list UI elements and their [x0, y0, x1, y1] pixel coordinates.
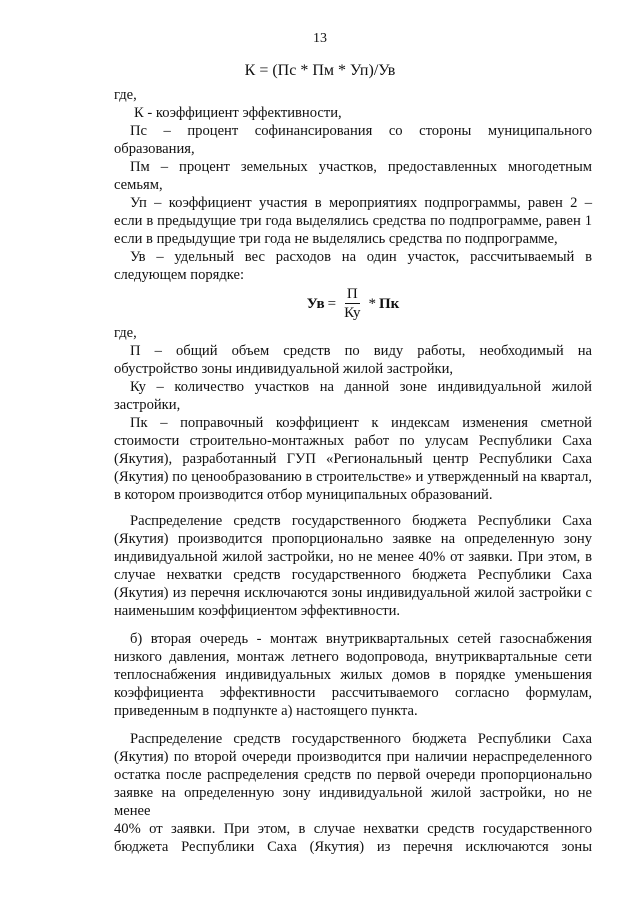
formula-rhs: Пк — [378, 296, 400, 312]
up-definition-line: если в предыдущие три года выделялись средства по подпрограмме, равен 1 — [114, 213, 592, 229]
distribution-paragraph-line: (Якутия) производится пропорционально заявке на определенную зону — [114, 531, 592, 547]
pk-definition-line: (Якутия) по ценообразованию в строительстве» и утвержденный на квартал, — [114, 469, 592, 485]
second-stage-paragraph-line: теплоснабжения индивидуальных жилых домов в порядке уменьшения — [114, 667, 592, 683]
second-distribution-paragraph-line: бюджета Республики Саха (Якутия) из перечня исключаются зоны — [114, 839, 592, 855]
pm-definition-line: семьям, — [114, 177, 163, 193]
unit-weight-formula — [114, 284, 592, 324]
formula-multiply: * — [368, 296, 376, 312]
page-number: 13 — [313, 31, 327, 46]
ku-definition-line: застройки, — [114, 397, 181, 413]
distribution-paragraph-line: наименьшим коэффициентом эффективности. — [114, 603, 401, 619]
second-distribution-paragraph-line: заявке на определенную зону индивидуальной жилой застройки, но не менее — [114, 785, 592, 819]
paragraph-gap — [114, 504, 592, 512]
pk-definition-line: Пк – поправочный коэффициент к индексам изменения сметной — [130, 415, 592, 431]
second-stage-paragraph-line: приведенным в подпункте а) настоящего пункта. — [114, 703, 418, 719]
k-definition: К - коэффициент эффективности, — [134, 105, 342, 121]
fraction-denominator: Ку — [344, 305, 361, 321]
where-label: где, — [114, 325, 137, 341]
up-definition-line: Уп – коэффициент участия в мероприятиях подпрограммы, равен 2 – — [130, 195, 592, 211]
paragraph-gap — [114, 620, 592, 630]
formula-lhs: Ув — [306, 296, 325, 312]
pk-definition-line: (Якутия), разработанный ГУП «Региональный центр Республики Саха — [114, 451, 592, 467]
second-stage-paragraph-line: низкого давления, монтаж летнего водопровода, внутриквартальные сети — [114, 649, 592, 665]
pm-definition-line: Пм – процент земельных участков, предоставленных многодетным — [130, 159, 592, 175]
p-definition-line: П – общий объем средств по виду работы, необходимый на — [130, 343, 592, 359]
document-body — [114, 86, 592, 856]
ps-definition-line: Пс – процент софинансирования со стороны муниципального — [130, 123, 592, 139]
p-definition-line: обустройство зоны индивидуальной жилой застройки, — [114, 361, 454, 377]
uv-definition-line: следующем порядке: — [114, 267, 245, 283]
distribution-paragraph-line: (Якутия) из перечня исключаются зоны индивидуальной жилой застройки с — [114, 585, 592, 601]
formula-fraction — [342, 286, 362, 322]
efficiency-formula: К = (Пс * Пм * Уп)/Ув — [244, 62, 396, 79]
second-distribution-paragraph-line: 40% от заявки. При этом, в случае нехватки средств государственного — [114, 821, 592, 837]
distribution-paragraph-line: индивидуальной жилой застройки, но не менее 40% от заявки. При этом, в — [114, 549, 592, 565]
distribution-paragraph-line: случае нехватки средств государственного бюджета Республики Саха — [114, 567, 592, 583]
where-label: где, — [114, 87, 137, 103]
second-distribution-paragraph-line: Распределение средств государственного бюджета Республики Саха — [130, 731, 592, 747]
second-distribution-paragraph-line: (Якутия) по второй очереди производится при наличии нераспределенного — [114, 749, 592, 765]
paragraph-gap — [114, 720, 592, 730]
ps-definition-line: образования, — [114, 141, 195, 157]
second-stage-paragraph-line: б) вторая очередь - монтаж внутриквартальных сетей газоснабжения — [130, 631, 592, 647]
distribution-paragraph-line: Распределение средств государственного бюджета Республики Саха — [130, 513, 592, 529]
fraction-numerator: П — [346, 286, 358, 302]
uv-definition-line: Ув – удельный вес расходов на один участок, рассчитываемый в — [130, 249, 592, 265]
pk-definition-line: в котором производится отбор муниципальных образований. — [114, 487, 493, 503]
up-definition-line: если в предыдущие три года не выделялись средства по подпрограмме, — [114, 231, 558, 247]
formula-equals: = — [327, 296, 337, 312]
ku-definition-line: Ку – количество участков на данной зоне индивидуальной жилой — [130, 379, 592, 395]
pk-definition-line: стоимости строительно-монтажных работ по улусам Республики Саха — [114, 433, 592, 449]
second-distribution-paragraph-line: остатка после распределения средств по первой очереди пропорционально — [114, 767, 592, 783]
second-stage-paragraph-line: коэффициента эффективности рассчитываемого согласно формулам, — [114, 685, 592, 701]
